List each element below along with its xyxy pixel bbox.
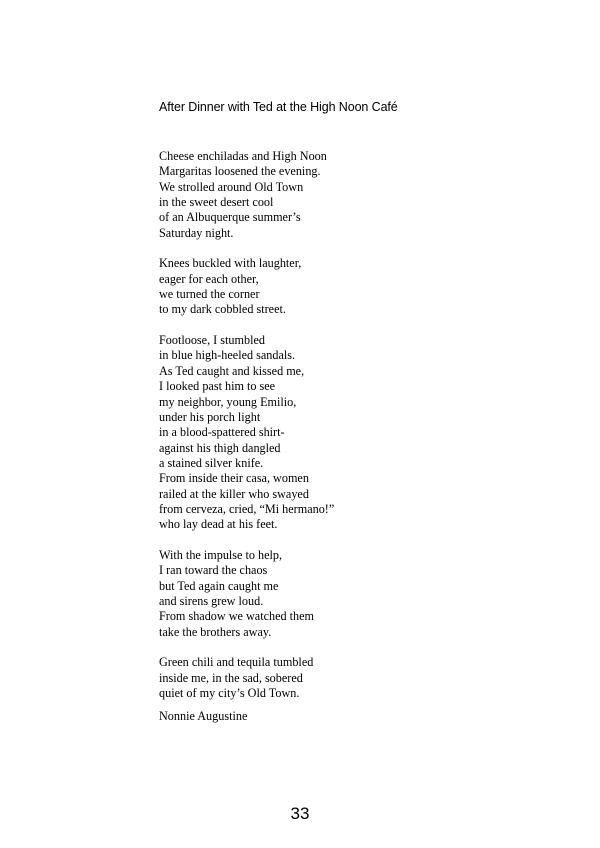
poem-stanza bbox=[159, 655, 334, 701]
poem-line: in blue high-heeled sandals. bbox=[159, 348, 296, 363]
poem-line: Saturday night. bbox=[159, 225, 234, 240]
poem-line: We strolled around Old Town bbox=[159, 179, 304, 194]
poem-line: Footloose, I stumbled bbox=[159, 333, 265, 348]
poem-line: Green chili and tequila tumbled bbox=[159, 655, 314, 670]
poem-stanza bbox=[159, 149, 334, 241]
poem-line: eager for each other, bbox=[159, 271, 259, 286]
poem-author: Nonnie Augustine bbox=[159, 709, 248, 723]
poem-line: Margaritas loosened the evening. bbox=[159, 164, 321, 179]
poem-stanza bbox=[159, 333, 334, 532]
poem-line: I ran toward the chaos bbox=[159, 563, 268, 578]
poem-line: but Ted again caught me bbox=[159, 578, 279, 593]
poem-line: inside me, in the sad, sobered bbox=[159, 670, 303, 685]
page-number: 33 bbox=[290, 804, 310, 823]
poem-line: quiet of my city’s Old Town. bbox=[159, 686, 300, 701]
poem-line: from cerveza, cried, “Mi hermano!” bbox=[159, 501, 335, 516]
poem-line: Knees buckled with laughter, bbox=[159, 256, 302, 271]
poem-line: As Ted caught and kissed me, bbox=[159, 363, 305, 378]
poem-line: railed at the killer who swayed bbox=[159, 486, 309, 501]
poem-line: who lay dead at his feet. bbox=[159, 517, 278, 532]
poem-title: After Dinner with Ted at the High Noon Café bbox=[159, 100, 398, 114]
poem-line: I looked past him to see bbox=[159, 379, 276, 394]
poem-line: Cheese enchiladas and High Noon bbox=[159, 149, 327, 163]
poem-line: in a blood-spattered shirt- bbox=[159, 425, 285, 440]
poem-line: With the impulse to help, bbox=[159, 547, 283, 562]
poem-line: From shadow we watched them bbox=[159, 609, 315, 624]
poem-line: my neighbor, young Emilio, bbox=[159, 394, 297, 409]
poem-stanza bbox=[159, 256, 334, 317]
poem-line: a stained silver knife. bbox=[159, 455, 264, 470]
poem-line: we turned the corner bbox=[159, 287, 260, 302]
poem-line: take the brothers away. bbox=[159, 624, 272, 639]
poem-line: to my dark cobbled street. bbox=[159, 302, 286, 317]
poem-line: and sirens grew loud. bbox=[159, 593, 264, 608]
poem-line: in the sweet desert cool bbox=[159, 195, 274, 210]
poem-stanza bbox=[159, 548, 334, 640]
poem-line: under his porch light bbox=[159, 409, 261, 424]
poem-line: against his thigh dangled bbox=[159, 440, 281, 455]
poem-body bbox=[159, 149, 334, 717]
poem-line: of an Albuquerque summer’s bbox=[159, 210, 301, 225]
poem-line: From inside their casa, women bbox=[159, 471, 309, 486]
